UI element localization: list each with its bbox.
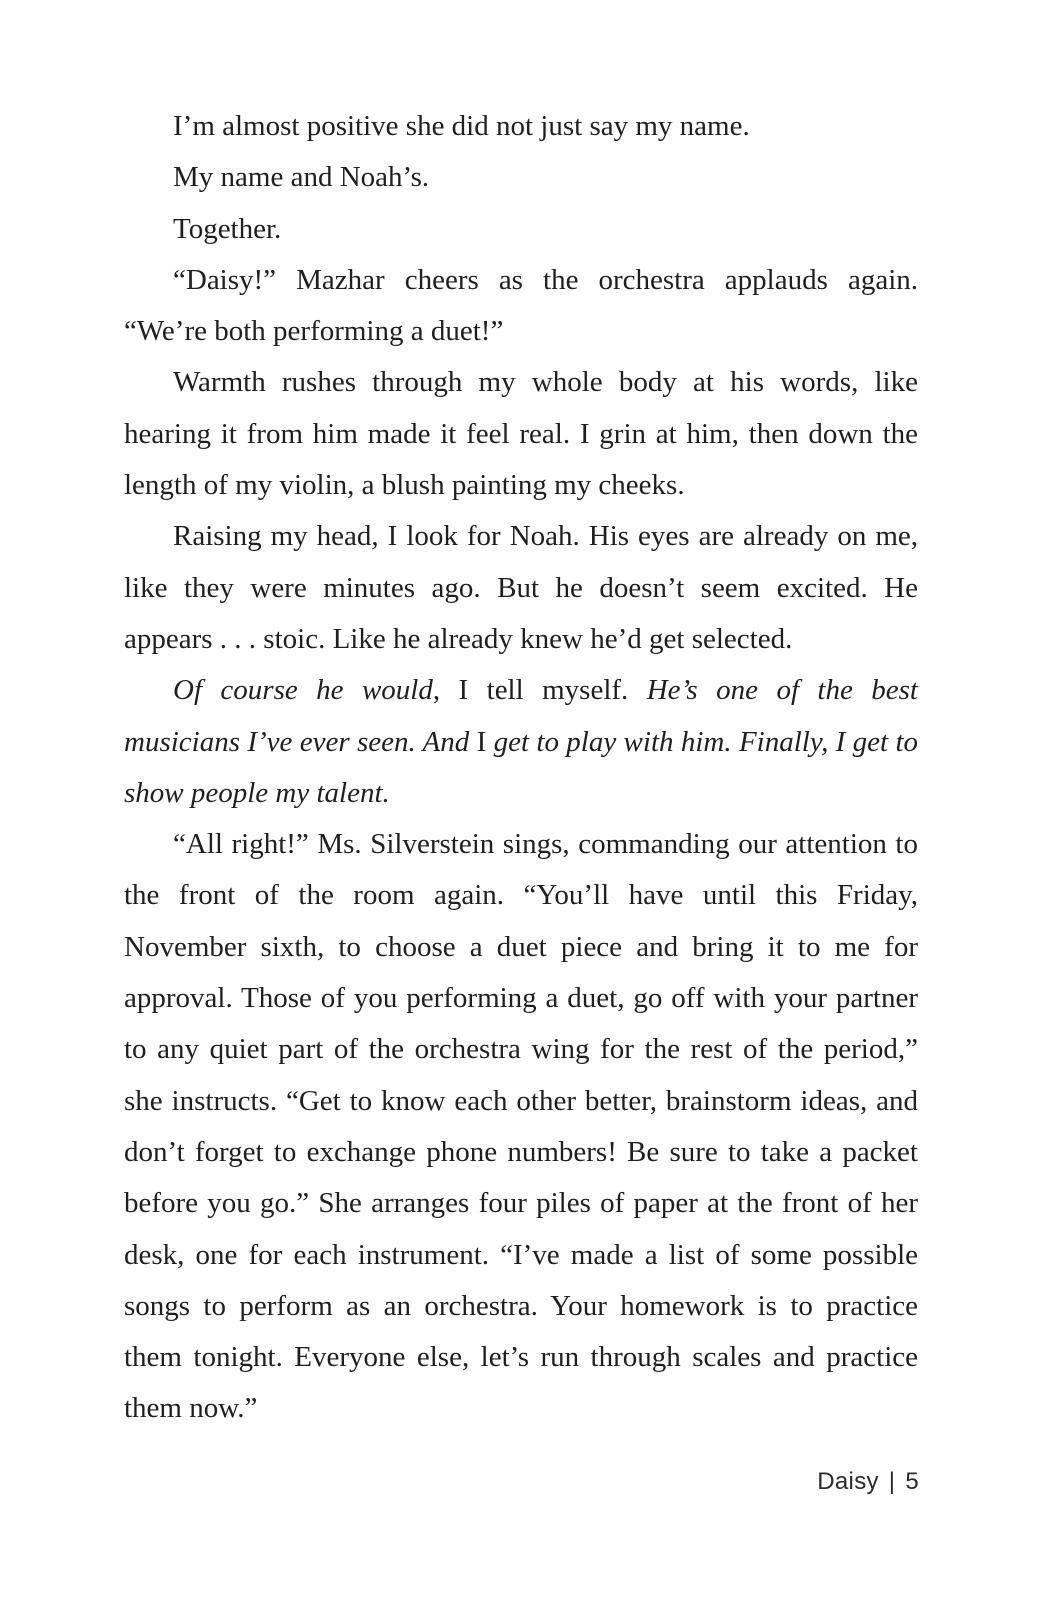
italic-run-1: Of course he would	[173, 674, 433, 707]
paragraph-4: “Daisy!” Mazhar cheers as the orchestra applauds again. “We’re both performing a duet!”	[124, 263, 918, 348]
page-number: 5	[905, 1468, 919, 1495]
paragraph-8: “All right!” Ms. Silverstein sings, commanding our attention to the front of the room again. “You’ll have until this Friday, November sixth, to choose a duet piece and bring it to me for approval. Those of you performing a duet, go off with your partner to any quiet part of the orchestra wing for the rest of the period,” she instructs. “Get to know each other better, brainstorm ideas, and don’t forget to exchange phone numbers! Be sure to take a packet before you go.” She arranges four piles of paper at the front of her desk, one for each instrument. “I’ve made a list of some possible songs to perform as an orchestra. Your homework is to practice them tonight. Everyone else, let’s run through scales and practice them now.”	[124, 828, 918, 1425]
paragraph-7-thoughts	[124, 665, 918, 819]
body-text	[124, 101, 918, 1435]
running-footer	[817, 1468, 919, 1496]
paragraph-2: My name and Noah’s.	[173, 161, 430, 194]
roman-run-2: I	[476, 725, 487, 758]
chapter-name: Daisy	[817, 1468, 879, 1495]
paragraph-3: Together.	[173, 212, 282, 245]
paragraph-5: Warmth rushes through my whole body at his words, like hearing it from him made it feel real. I grin at him, then down the length of my violin, a blush painting my cheeks.	[124, 366, 918, 502]
paragraph-1: I’m almost positive she did not just say my name.	[173, 110, 750, 142]
footer-separator: |	[888, 1468, 896, 1495]
italic-run-3: get to play with him. Finally, I get to show people my talent.	[124, 725, 919, 809]
italic-run-2: He’s one of the best musicians I’ve ever seen. And	[124, 674, 918, 758]
roman-run-1: , I tell myself.	[432, 674, 647, 707]
paragraph-6: Raising my head, I look for Noah. His eyes are already on me, like they were minutes ago. But he doesn’t seem excited. He appears . . . stoic. Like he already knew he’d get selected.	[124, 520, 918, 655]
